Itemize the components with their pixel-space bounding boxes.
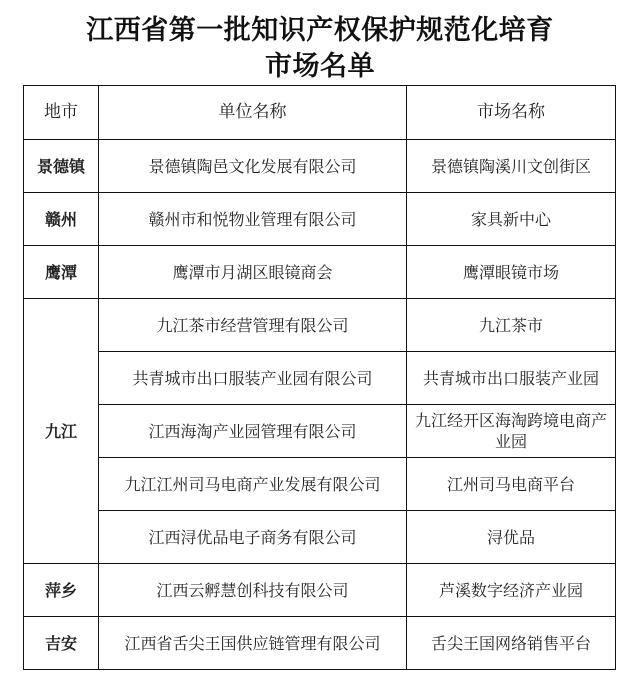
unit-name-cell: 江西海淘产业园管理有限公司 — [99, 405, 407, 458]
unit-name-cell: 九江江州司马电商产业发展有限公司 — [99, 458, 407, 511]
table-row — [24, 246, 616, 299]
table-body — [24, 140, 616, 670]
market-name-cell: 九江经开区海淘跨境电商产业园 — [407, 405, 616, 458]
region-cell: 景德镇 — [24, 140, 99, 193]
unit-name-cell: 江西浔优品电子商务有限公司 — [99, 511, 407, 564]
market-name-cell: 芦溪数字经济产业园 — [407, 564, 616, 617]
header-market-name: 市场名称 — [407, 86, 616, 140]
market-name-cell: 舌尖王国网络销售平台 — [407, 617, 616, 670]
market-name-cell: 江州司马电商平台 — [407, 458, 616, 511]
market-name-cell: 浔优品 — [407, 511, 616, 564]
header-unit-name: 单位名称 — [99, 86, 407, 140]
table-row — [24, 458, 616, 511]
table-row — [24, 617, 616, 670]
document-title-line2: 市场名单 — [265, 51, 375, 82]
unit-name-cell: 赣州市和悦物业管理有限公司 — [99, 193, 407, 246]
document-title: 江西省第一批知识产权保护规范化培育 — [86, 15, 554, 46]
unit-name-cell: 景德镇陶邑文化发展有限公司 — [99, 140, 407, 193]
table-row — [24, 564, 616, 617]
table-row — [24, 511, 616, 564]
market-list-table — [23, 85, 616, 670]
market-name-cell: 共青城市出口服装产业园 — [407, 352, 616, 405]
unit-name-cell: 江西云孵慧创科技有限公司 — [99, 564, 407, 617]
region-cell: 萍乡 — [24, 564, 99, 617]
unit-name-cell: 江西省舌尖王国供应链管理有限公司 — [99, 617, 407, 670]
region-cell: 九江 — [24, 299, 99, 564]
unit-name-cell: 共青城市出口服装产业园有限公司 — [99, 352, 407, 405]
market-name-cell: 景德镇陶溪川文创街区 — [407, 140, 616, 193]
unit-name-cell: 鹰潭市月湖区眼镜商会 — [99, 246, 407, 299]
market-name-cell: 九江茶市 — [407, 299, 616, 352]
table-row — [24, 352, 616, 405]
table-row — [24, 299, 616, 352]
table-row — [24, 140, 616, 193]
table-row — [24, 193, 616, 246]
market-name-cell: 家具新中心 — [407, 193, 616, 246]
unit-name-cell: 九江茶市经营管理有限公司 — [99, 299, 407, 352]
table-header-row — [24, 86, 616, 140]
table-row — [24, 405, 616, 458]
region-cell: 吉安 — [24, 617, 99, 670]
header-region: 地市 — [24, 86, 99, 140]
region-cell: 鹰潭 — [24, 246, 99, 299]
region-cell: 赣州 — [24, 193, 99, 246]
market-name-cell: 鹰潭眼镜市场 — [407, 246, 616, 299]
